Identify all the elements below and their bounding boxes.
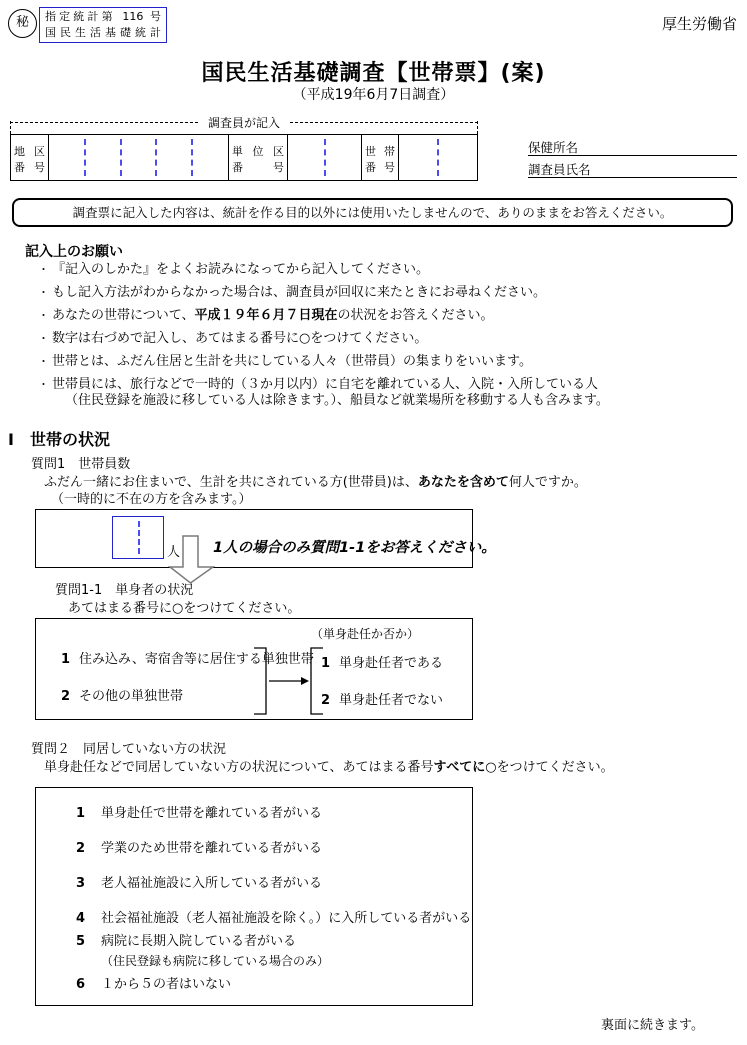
request-item-text — [52, 308, 494, 324]
q2-option-2-text: 学業のため世帯を離れている者がいる — [101, 841, 323, 856]
section1-heading: Ⅰ 世帯の状況 — [8, 430, 110, 449]
unit-label-line2: 番号 — [232, 161, 284, 174]
surveyor-entry-caption-row — [10, 114, 478, 131]
request-item — [38, 331, 740, 347]
bullet-mark: ・ — [38, 355, 49, 368]
request-item-pre: もし記入方法がわからなかった場合は、調査員が回収に来たときにお尋ねください。 — [52, 285, 547, 300]
q1-lead-post: 何人ですか。 — [508, 475, 587, 490]
q2-option-2-number[interactable]: 2 — [76, 841, 86, 856]
health-center-label: 保健所名 — [528, 140, 579, 155]
request-item-bold: 平成１９年６月７日現在 — [194, 308, 338, 323]
district-digit-cell[interactable] — [192, 135, 228, 180]
caption-dash-right — [290, 122, 478, 123]
district-label-line2: 番号 — [14, 161, 45, 174]
q1-1-right-option-2-number[interactable]: 2 — [321, 693, 331, 708]
caption-tick-right — [477, 121, 478, 134]
unit-digit-cell[interactable] — [288, 135, 325, 180]
q2-option-5-number[interactable]: 5 — [76, 934, 86, 949]
q2-lead — [44, 756, 614, 775]
unit-area-number-label — [229, 135, 288, 180]
district-number-cells — [49, 135, 229, 180]
q2-option-4 — [76, 907, 471, 926]
request-heading: 記入上のお願い — [25, 244, 123, 260]
q2-label: 質問２ 同居していない方の状況 — [31, 742, 227, 757]
q1-lead-pre: ふだん一緒にお住まいで、生計を共にされている方(世帯員)は、 — [44, 475, 418, 490]
request-item-pre: あなたの世帯について、 — [52, 308, 195, 323]
surveyor-name-label: 調査員氏名 — [528, 162, 591, 177]
q2-option-5-note: （住民登録も病院に移している場合のみ） — [101, 954, 330, 968]
district-digit-cell[interactable] — [85, 135, 121, 180]
request-item-text — [52, 285, 546, 301]
request-item — [38, 354, 740, 370]
continue-note: 裏面に続きます。 — [601, 1018, 704, 1033]
district-digit-cell[interactable] — [156, 135, 192, 180]
q1-1-right-option-1-number[interactable]: 1 — [321, 656, 331, 671]
district-number-label — [11, 135, 49, 180]
q1-1-left-option-2 — [61, 685, 183, 704]
q2-option-1-text: 単身赴任で世帯を離れている者がいる — [101, 806, 323, 821]
q1-branch-note: 1人の場合のみ質問1-1をお答えください。 — [213, 540, 496, 556]
household-members-input[interactable] — [112, 516, 164, 559]
confidential-stamp-text: 秘 — [15, 15, 29, 30]
q2-lead-pre: 単身赴任などで同居していない方の状況について、あてはまる番号 — [44, 760, 434, 775]
q2-lead-bold: すべてに — [433, 760, 486, 775]
district-digit-cell[interactable] — [121, 135, 157, 180]
district-digit-cell[interactable] — [49, 135, 85, 180]
q1-1-answer-box — [35, 618, 473, 720]
confidential-stamp — [8, 9, 37, 38]
q2-option-6-text: １から５の者はいない — [101, 977, 232, 992]
request-list — [38, 262, 740, 416]
request-item-post: の状況をお答えください。 — [337, 308, 494, 323]
request-item-pre: 世帯員には、旅行などで一時的（３か月以内）に自宅を離れている人、入院・入所している人 — [52, 377, 599, 392]
q1-label: 質問1 世帯員数 — [31, 457, 131, 472]
q1-1-label: 質問1-1 単身者の状況 — [55, 583, 194, 598]
q1-lead-note: （一時的に不在の方を含みます。） — [51, 492, 252, 507]
q2-lead-post: ○をつけてください。 — [485, 760, 614, 775]
q1-lead-bold: あなたを含めて — [417, 475, 509, 490]
household-label-line2: 番号 — [365, 161, 395, 174]
q2-option-1-number[interactable]: 1 — [76, 806, 86, 821]
q2-option-2 — [76, 837, 322, 856]
caption-tick-left — [10, 121, 11, 134]
bullet-mark: ・ — [38, 332, 49, 345]
q2-option-3-number[interactable]: 3 — [76, 876, 86, 891]
request-item — [38, 308, 740, 324]
q2-option-6-number[interactable]: 6 — [76, 977, 86, 992]
q2-option-4-number[interactable]: 4 — [76, 911, 86, 926]
q1-1-right-option-1 — [321, 652, 443, 671]
q2-option-5-text: 病院に長期入院している者がいる — [101, 934, 297, 949]
unit-area-number-cells — [288, 135, 362, 180]
caption-dash-left — [10, 122, 198, 123]
q2-option-3-text: 老人福祉施設に入所している者がいる — [101, 876, 323, 891]
request-item-pre: 世帯とは、ふだん住居と生計を共にしている人々（世帯員）の集まりをいいます。 — [52, 354, 532, 369]
form-title: 国民生活基礎調査【世帯票】(案) — [201, 61, 546, 86]
household-number-cells — [399, 135, 477, 180]
surveyor-name-field[interactable] — [528, 159, 737, 178]
q2-option-1 — [76, 802, 322, 821]
unit-label-line1: 単位区 — [232, 145, 284, 158]
household-label-line1: 世帯 — [365, 145, 395, 158]
q2-option-6 — [76, 973, 231, 992]
designated-statistics-line1: 指定統計第 116 号 — [45, 10, 161, 23]
bullet-mark: ・ — [38, 309, 49, 322]
q1-1-left-option-1-number[interactable]: 1 — [61, 652, 71, 667]
request-item-text — [52, 331, 427, 347]
bullet-mark: ・ — [38, 263, 49, 276]
district-label-line1: 地区 — [14, 145, 45, 158]
designated-statistics-box — [39, 7, 167, 43]
q2-option-3 — [76, 872, 322, 891]
person-unit-label: 人 — [167, 545, 181, 560]
privacy-notice-box: 調査票に記入した内容は、統計を作る目的以外には使用いたしませんので、ありのままをお答えください。 — [12, 198, 733, 227]
request-item-text — [52, 377, 609, 409]
household-digit-cell[interactable] — [399, 135, 438, 180]
q1-1-left-option-2-number[interactable]: 2 — [61, 689, 71, 704]
code-entry-table — [10, 134, 478, 181]
household-number-label — [362, 135, 399, 180]
household-digit-cell[interactable] — [438, 135, 477, 180]
q2-option-5 — [76, 930, 329, 969]
request-item — [38, 377, 740, 409]
unit-digit-cell[interactable] — [325, 135, 362, 180]
q1-1-right-option-2 — [321, 689, 443, 708]
request-item-line2: （住民登録を施設に移している人は除きます。）、船員など就業場所を移動する人も含みます。 — [65, 393, 609, 408]
q1-1-left-option-1-text: 住み込み、寄宿舎等に居住する単独世帯 — [79, 652, 314, 667]
request-item-pre: 『記入のしかた』をよくお読みになってから記入してください。 — [52, 262, 430, 277]
form-subtitle: （平成19年6月7日調査） — [292, 87, 455, 103]
q1-1-right-caption: （単身赴任か否か） — [311, 627, 420, 641]
q2-answer-box — [35, 787, 473, 1006]
q2-option-4-text: 社会福祉施設（老人福祉施設を除く。）に入所している者がいる — [101, 911, 472, 926]
q1-1-left-option-2-text: その他の単独世帯 — [79, 689, 184, 704]
q1-1-right-option-1-text: 単身赴任者である — [339, 656, 444, 671]
q1-1-right-option-2-text: 単身赴任者でない — [339, 693, 444, 708]
branch-arrow-icon — [241, 645, 331, 719]
request-item — [38, 285, 740, 301]
request-item — [38, 262, 740, 278]
ministry-name: 厚生労働省 — [661, 15, 737, 33]
health-center-field[interactable] — [528, 137, 737, 156]
bullet-mark: ・ — [38, 286, 49, 299]
request-item-text — [52, 262, 429, 278]
request-item-text — [52, 354, 532, 370]
designated-statistics-line2: 国民生活基礎統計 — [45, 26, 161, 39]
surveyor-entry-caption: 調査員が記入 — [208, 116, 281, 130]
request-item-pre: 数字は右づめで記入し、あてはまる番号に○をつけてください。 — [52, 331, 428, 346]
bullet-mark: ・ — [38, 378, 49, 391]
q1-1-instruction: あてはまる番号に○をつけてください。 — [68, 601, 301, 616]
